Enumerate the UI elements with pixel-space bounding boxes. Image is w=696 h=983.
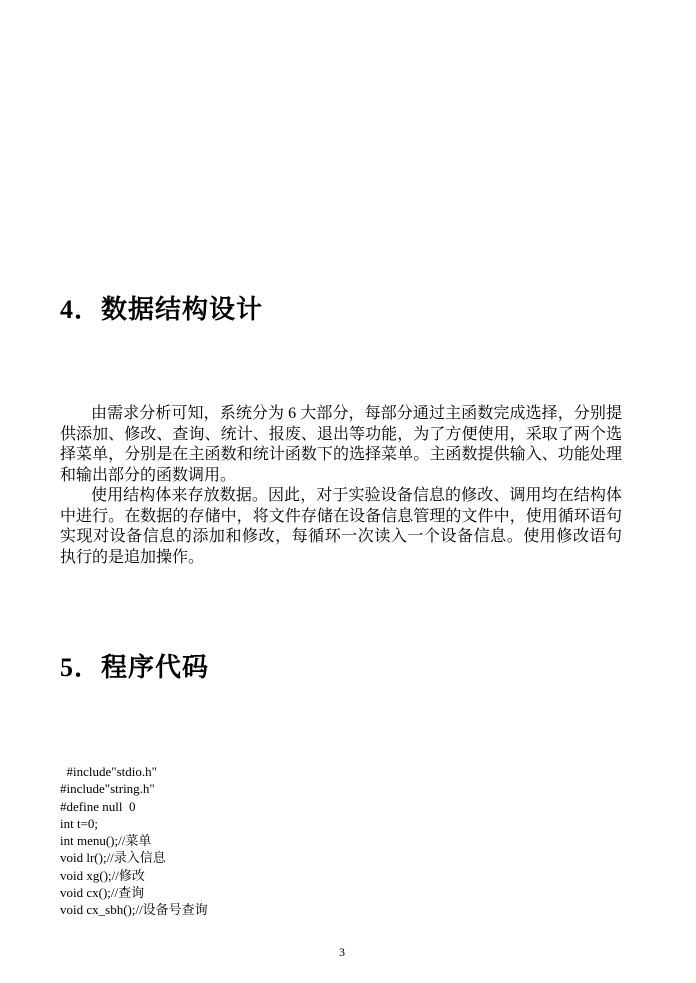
paragraph-line: 由需求分析可知，系统分为 6 大部分，每部分通过主函数完成选择，分别提	[91, 405, 622, 422]
code-line: #include"stdio.h"	[60, 764, 157, 779]
paragraph-2	[60, 486, 622, 568]
code-line: #define null 0	[60, 798, 136, 814]
paragraph-line: 执行的是追加操作。	[60, 548, 205, 566]
paragraph-line: 中进行。在数据的存储中，将文件存储在设备信息管理的文件中，使用循环语句	[60, 507, 622, 525]
code-line: int t=0;	[60, 815, 99, 831]
code-line: void cx();//查询	[60, 885, 145, 901]
section-heading-5: 5．程序代码	[60, 653, 210, 682]
paragraph-line: 择菜单，分别是在主函数和统计函数下的选择菜单。主函数提供输入、功能处理	[60, 446, 622, 463]
code-line: #include"string.h"	[60, 781, 155, 797]
code-block	[60, 763, 460, 919]
paragraph-line: 和输出部分的函数调用。	[60, 466, 237, 484]
code-line: void cx_sbh();//设备号查询	[60, 902, 208, 918]
code-line: int menu();//菜单	[60, 833, 152, 849]
paragraph-line: 实现对设备信息的添加和修改，每循环一次读入一个设备信息。使用修改语句	[60, 528, 622, 545]
paragraph-line: 使用结构体来存放数据。因此，对于实验设备信息的修改、调用均在结构体	[91, 487, 622, 504]
code-line: void lr();//录入信息	[60, 850, 166, 866]
section-heading-4: 4．数据结构设计	[60, 295, 264, 324]
code-line: void xg();//修改	[60, 867, 145, 883]
paragraph-line: 供添加、修改、查询、统计、报废、退出等功能，为了方便使用，采取了两个选	[60, 425, 622, 443]
page-number: 3	[339, 945, 345, 959]
paragraph-1	[60, 404, 622, 486]
